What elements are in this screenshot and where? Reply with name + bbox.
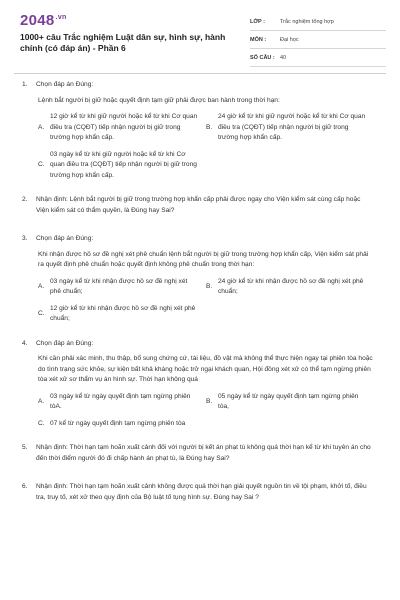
option-text: 12 giờ kể từ khi nhận được hồ sơ đề nghị xét phê chuẩn; bbox=[50, 304, 196, 322]
option-b[interactable] bbox=[206, 392, 374, 413]
question-body bbox=[38, 96, 374, 188]
question-text: Chọn đáp án Đúng: bbox=[36, 235, 94, 242]
question bbox=[22, 339, 374, 436]
question-text: Nhận định: Lệnh bắt người bị giữ trong trường hợp khẩn cấp phải được ngay cho Viện kiểm sát cùng cấp hoặc Viện kiểm sát có thẩm quyền, là Đúng hay Sai? bbox=[36, 196, 361, 214]
option-list bbox=[38, 277, 374, 331]
meta-row-count bbox=[250, 49, 386, 67]
question-number: 3. bbox=[22, 235, 28, 242]
option-text: 24 giờ kể từ khi giữ người hoặc kể từ khi Cơ quan điều tra (CQĐT) tiếp nhận người bị giữ trong trường hợp khẩn cấp. bbox=[218, 113, 366, 141]
question-body bbox=[38, 354, 374, 435]
option-letter: C. bbox=[38, 419, 45, 427]
question-number: 5. bbox=[22, 444, 28, 451]
option-text: 03 ngày kể từ ngày quyết định tạm ngừng phiên tòA. bbox=[50, 392, 191, 410]
meta-row-subject bbox=[250, 31, 386, 49]
option-letter: A. bbox=[38, 282, 45, 290]
option-letter: B. bbox=[206, 397, 213, 405]
question bbox=[22, 482, 374, 503]
logo-suffix: .vn bbox=[55, 14, 67, 21]
question-number: 6. bbox=[22, 483, 28, 490]
question-text: Nhận định: Thời hạn tạm hoãn xuất cảnh không được quá thời hạn giải quyết nguồn tin về tội phạm, khởi tố, điều tra, truy tố, xét xử theo quy định của Bộ luật tố tụng hình sự. Đúng hay Sai ? bbox=[36, 483, 367, 501]
question-list bbox=[0, 80, 400, 503]
option-text: 24 giờ kể từ khi nhận được hồ sơ đề nghị xét phê chuẩn; bbox=[218, 277, 364, 295]
question bbox=[22, 443, 374, 464]
option-c[interactable] bbox=[38, 304, 206, 325]
option-b[interactable] bbox=[206, 112, 374, 144]
option-text: 03 ngày kể từ khi giữ người hoặc kể từ khi Cơ quan điều tra (CQĐT) tiếp nhận người bị giữ trong trường hợp khẩn cấp. bbox=[50, 150, 197, 179]
option-letter: B. bbox=[206, 282, 213, 290]
option-c[interactable] bbox=[38, 150, 206, 182]
option-letter: B. bbox=[206, 123, 213, 131]
meta-label: LỚP : bbox=[250, 18, 265, 25]
option-text: 05 ngày kể từ ngày quyết định tạm ngừng phiên tòa, bbox=[218, 392, 359, 410]
site-logo[interactable] bbox=[20, 12, 67, 29]
meta-table bbox=[250, 13, 386, 67]
option-a[interactable] bbox=[38, 392, 206, 413]
question bbox=[22, 80, 374, 187]
option-c[interactable] bbox=[38, 419, 206, 430]
question bbox=[22, 234, 374, 331]
meta-row-class bbox=[250, 13, 386, 31]
option-text: 03 ngày kể từ khi nhận được hồ sơ đề nghị xét phê chuẩn; bbox=[50, 277, 188, 295]
question-text: Chọn đáp án Đúng: bbox=[36, 339, 94, 347]
option-list bbox=[38, 392, 374, 436]
option-letter: C. bbox=[38, 161, 45, 168]
question-number: 1. bbox=[22, 81, 28, 88]
question-prompt: Lệnh bắt người bị giữ hoặc quyết định tạm giữ phải được ban hành trong thời hạn: bbox=[38, 96, 280, 104]
option-letter: C. bbox=[38, 309, 45, 317]
meta-label: SỐ CÂU : bbox=[250, 54, 275, 61]
meta-value: 40 bbox=[280, 54, 287, 61]
question-number: 4. bbox=[22, 339, 28, 347]
question bbox=[22, 195, 374, 216]
meta-value: Trắc nghiệm tổng hợp bbox=[280, 18, 334, 25]
question-number: 2. bbox=[22, 196, 28, 203]
option-list bbox=[38, 112, 374, 187]
document-title: 1000+ câu Trắc nghiệm Luật dân sự, hình sự, hành chính (có đáp án) - Phần 6 bbox=[20, 32, 226, 53]
meta-value: Đại học bbox=[280, 36, 299, 43]
question-prompt: Khi cần phải xác minh, thu thập, bổ sung chứng cứ, tài liệu, đồ vật mà không thể thực hiện ngay tại phiên tòa hoặc do tình trạng sức khỏe, sự kiện bất khả kháng hoặc trở ngại khách quan, Hội đồng xét xử có thể tạm ngừng phiên tòa xét xử sơ thẩm vụ án hình sự. Thời hạn không quá bbox=[38, 355, 373, 383]
option-b[interactable] bbox=[206, 277, 374, 298]
question-text: Nhận định: Thời hạn tạm hoãn xuất cảnh đối với người bị kết án phạt tù không quá thời hạn kể từ khi tuyên án cho đến thời điểm người đó đi chấp hành án phạt tù, là Đúng hay Sai? bbox=[36, 444, 371, 462]
option-text: 07 kể từ ngày quyết định tạm ngừng phiên tòa bbox=[50, 419, 186, 427]
header-divider bbox=[14, 73, 386, 74]
option-a[interactable] bbox=[38, 277, 206, 298]
option-text: 12 giờ kể từ khi giữ người hoặc kể từ khi Cơ quan điều tra (CQĐT) tiếp nhận người bị giữ trong trường hợp khẩn cấp. bbox=[50, 113, 198, 141]
meta-label: MÔN : bbox=[250, 36, 267, 43]
logo-main: 2048 bbox=[20, 12, 55, 29]
question-text: Chọn đáp án Đúng: bbox=[36, 81, 94, 88]
option-letter: A. bbox=[38, 397, 45, 405]
question-prompt: Khi nhận được hồ sơ đề nghị xét phê chuẩn lệnh bắt người bị giữ trong trường hợp khẩn cấp, Viện kiểm sát phải ra quyết định phê chuẩn hoặc quyết định không phê chuẩn trong thời hạn: bbox=[38, 250, 369, 268]
question-body bbox=[38, 250, 374, 331]
option-a[interactable] bbox=[38, 112, 206, 144]
option-letter: A. bbox=[38, 123, 45, 131]
